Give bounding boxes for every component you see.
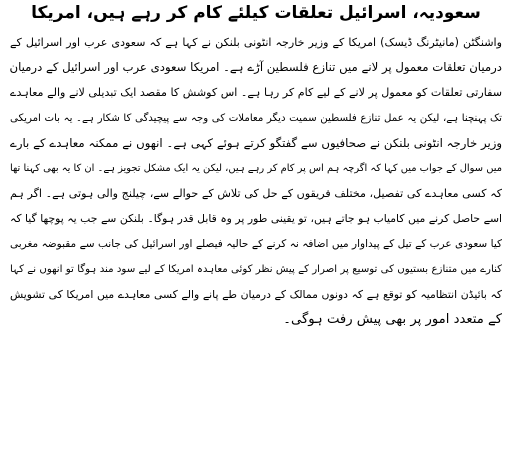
article-line: کہ بائیڈن انتظامیہ کو توقع ہے کہ دونوں ممالک کے درمیان طے پانے والے کسی معاہدے میں امریکا کی تشویش bbox=[10, 287, 502, 301]
article-body bbox=[0, 26, 512, 332]
article-line: اسے حاصل کرنے میں کامیاب ہو جاتے ہیں، تو یقینی طور پر وہ قابل قدر ہوگا۔ بلنکن سے جب یہ پوچھا گیا کہ bbox=[10, 212, 502, 226]
article-line: سفارتی تعلقات کو معمول پر لانے کے لیے کام کر رہا ہے۔ اس کوشش کا مقصد ایک تبدیلی لانے والے معاہدے bbox=[10, 86, 502, 100]
article-line: میں سوال کے جواب میں کہا کہ اگرچہ ہم اس پر کام کر رہے ہیں، لیکن یہ ایک مشکل تجویز ہے۔ ان کا یہ بھی کہنا تھا bbox=[10, 162, 502, 174]
article-line: کنارے میں متنازع بستیوں کی توسیع پر اصرار کے پیش نظر کوئی معاہدہ امریکا کے لیے سود مند ہوگا تو انھوں نے کہا bbox=[10, 263, 502, 275]
article-line: کہ کسی معاہدے کی تفصیل، مختلف فریقوں کے حل کی تلاش کے حوالے سے، چیلنج والی ہوتی ہے۔ اگر ہم bbox=[10, 187, 502, 201]
article-line: درمیان تعلقات معمول پر لانے میں تنازع فلسطین آڑے ہے۔ امریکا سعودی عرب اور اسرائیل کے درمیان bbox=[10, 60, 502, 75]
article-line: کے متعدد امور پر بھی پیش رفت ہوگی۔ bbox=[283, 312, 502, 328]
article-line: کیا سعودی عرب کے تیل کے پیداوار میں اضافہ نہ کرنے کے حالیہ فیصلے اور اسرائیل کی جانب سے مقبوضہ مغربی bbox=[10, 237, 502, 250]
article-line: وزیر خارجہ انٹونی بلنکن نے صحافیوں سے گفتگو کرتے ہوئے کہی ہے۔ انھوں نے ممکنہ معاہدے کے بارے bbox=[10, 135, 502, 150]
article-line: تک پہنچنا ہے، لیکن یہ عمل تنازع فلسطین سمیت دیگر معاملات کی وجہ سے پیچیدگی کا شکار ہے۔ یہ بات امریکی bbox=[10, 112, 502, 124]
article-line: واشنگٹن (مانیٹرنگ ڈیسک) امریکا کے وزیر خارجہ انٹونی بلنکن نے کہا ہے کہ سعودی عرب اور اسرائیل کے bbox=[10, 36, 502, 49]
headline: سعودیہ، اسرائیل تعلقات کیلئے کام کر رہے ہیں، امریکا bbox=[31, 3, 481, 23]
